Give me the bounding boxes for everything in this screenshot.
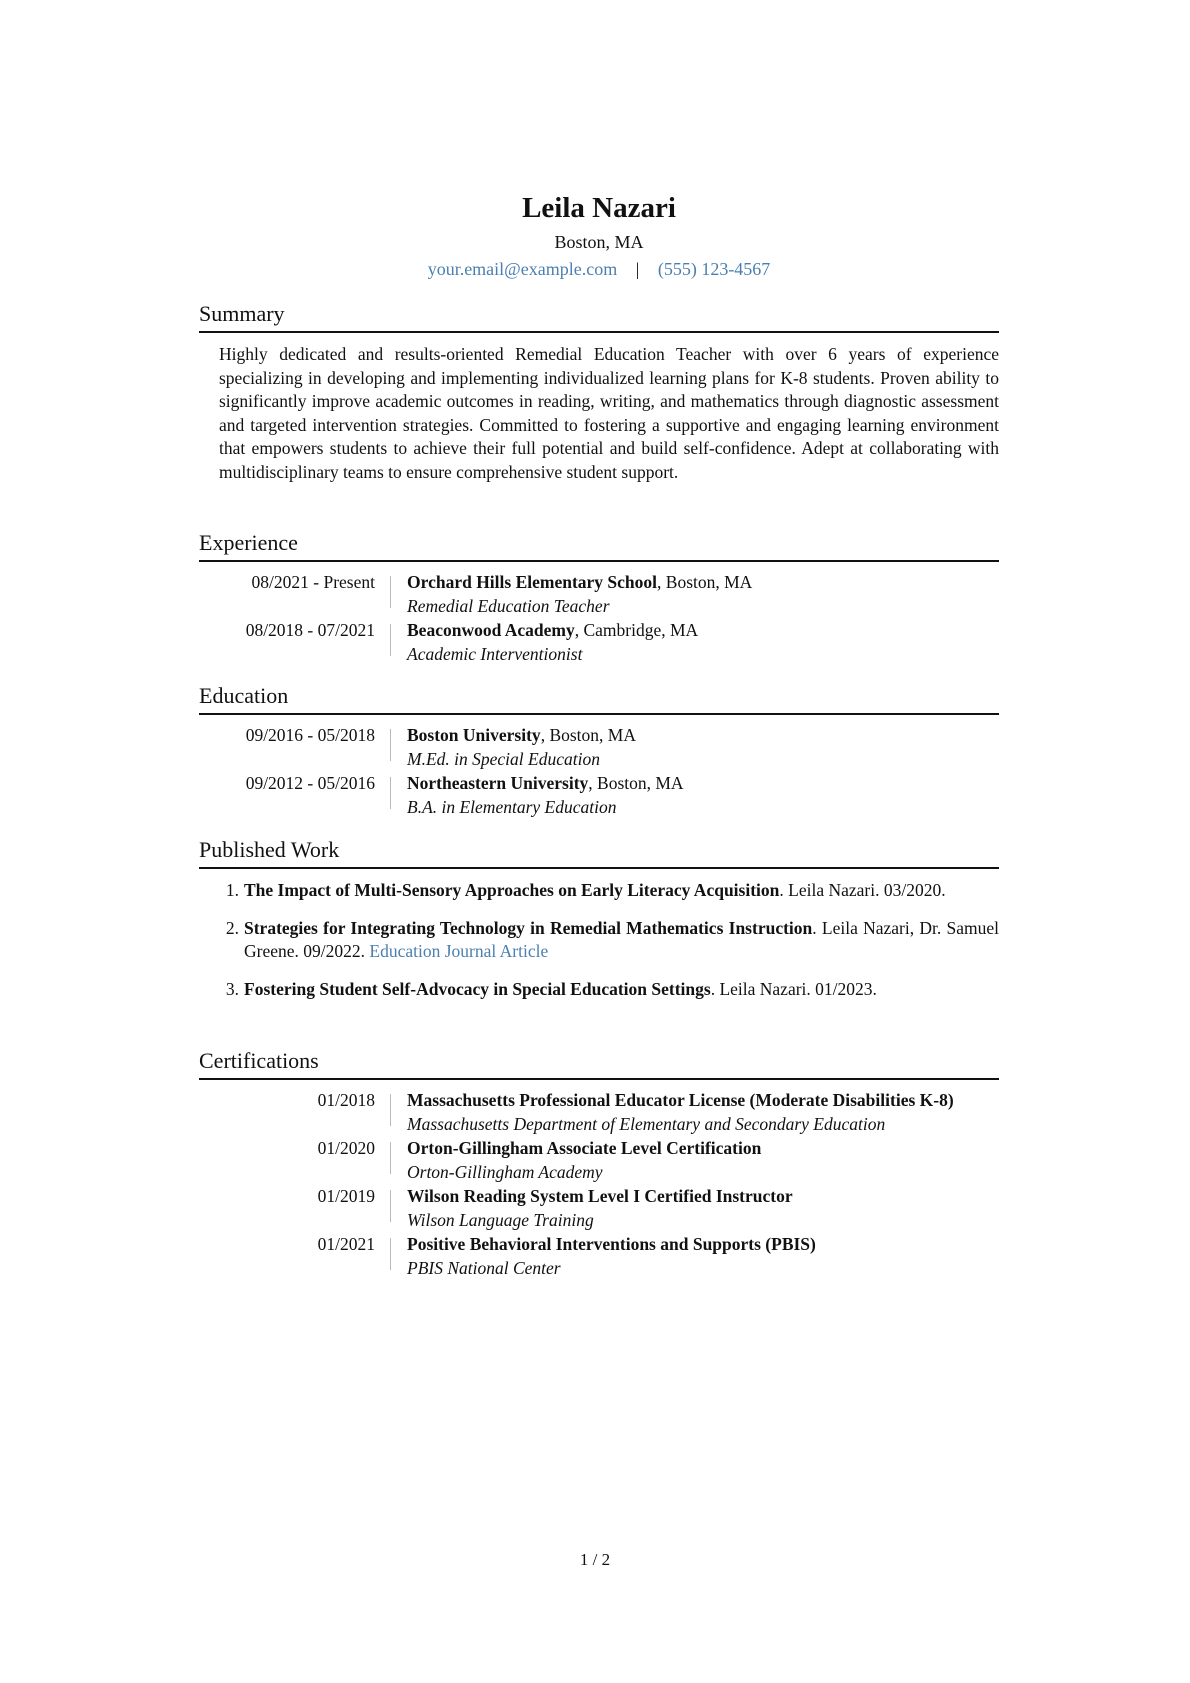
entry-degree: B.A. in Elementary Education	[407, 796, 617, 817]
publication-number: 2.	[225, 917, 239, 938]
publication-title: Fostering Student Self-Advocacy in Special Education Settings	[244, 978, 711, 999]
publication-details: . Leila Nazari. 01/2023.	[710, 978, 877, 999]
certification-issuer: PBIS National Center	[407, 1257, 561, 1278]
certification-issuer: Wilson Language Training	[407, 1209, 594, 1230]
candidate-location: Boston, MA	[554, 232, 644, 252]
certification-entry	[199, 1137, 999, 1184]
entry-location: , Boston, MA	[540, 725, 636, 745]
certification-issuer: Massachusetts Department of Elementary and Secondary Education	[407, 1113, 886, 1134]
page-number: 1 / 2	[579, 1550, 611, 1569]
email-link[interactable]: your.email@example.com	[427, 259, 618, 279]
contact-line	[199, 256, 999, 282]
education-section	[199, 682, 999, 820]
entry-date: 01/2020	[199, 1137, 391, 1184]
education-entry	[199, 772, 999, 819]
entry-location: , Boston, MA	[588, 773, 684, 793]
section-title-certifications: Certifications	[199, 1047, 999, 1080]
entry-school: Boston University	[407, 725, 541, 745]
entry-date: 01/2018	[199, 1089, 391, 1136]
publication-details: . Leila Nazari, Dr. Samuel Greene. 09/2022.	[244, 917, 999, 961]
resume-header	[199, 190, 999, 282]
education-entry	[199, 724, 999, 771]
section-title-summary: Summary	[199, 300, 999, 333]
section-title-publications: Published Work	[199, 836, 999, 869]
experience-entry	[199, 571, 999, 618]
entry-location: , Cambridge, MA	[574, 620, 699, 640]
entry-date: 01/2019	[199, 1185, 391, 1232]
summary-section	[199, 300, 999, 484]
section-title-experience: Experience	[199, 529, 999, 562]
publication-title: The Impact of Multi-Sensory Approaches on Early Literacy Acquisition	[244, 880, 780, 900]
entry-org: Beaconwood Academy	[407, 620, 575, 640]
section-title-education: Education	[199, 682, 999, 715]
phone-link[interactable]: (555) 123-4567	[657, 259, 771, 279]
entry-org: Orchard Hills Elementary School	[407, 572, 658, 592]
entry-date: 09/2012 - 05/2016	[199, 772, 391, 819]
publication-link[interactable]: Education Journal Article	[369, 941, 549, 961]
entry-date: 09/2016 - 05/2018	[199, 724, 391, 771]
certification-entry	[199, 1233, 999, 1280]
certification-name: Wilson Reading System Level I Certified Instructor	[407, 1186, 793, 1206]
publications-section	[199, 836, 999, 1015]
certification-name: Massachusetts Professional Educator License (Moderate Disabilities K-8)	[407, 1090, 954, 1110]
experience-section	[199, 529, 999, 667]
certification-entry	[199, 1089, 999, 1136]
entry-school: Northeastern University	[407, 773, 589, 793]
publication-details: . Leila Nazari. 03/2020.	[779, 880, 946, 900]
entry-location: , Boston, MA	[657, 572, 753, 592]
certification-entry	[199, 1185, 999, 1232]
entry-degree: M.Ed. in Special Education	[407, 748, 600, 769]
certification-name: Positive Behavioral Interventions and Supports (PBIS)	[407, 1234, 816, 1254]
experience-entry	[199, 619, 999, 666]
certification-name: Orton-Gillingham Associate Level Certification	[407, 1138, 762, 1158]
publication-number: 1.	[225, 880, 239, 900]
publication-title: Strategies for Integrating Technology in Remedial Mathematics Instruction	[244, 917, 813, 938]
entry-date: 01/2021	[199, 1233, 391, 1280]
entry-role: Remedial Education Teacher	[407, 595, 610, 616]
publication-item	[199, 879, 999, 903]
publication-item	[199, 978, 999, 1002]
publication-number: 3.	[225, 978, 239, 999]
summary-text: Highly dedicated and results-oriented Remedial Education Teacher with over 6 years of experience specializing in developing and implementing individualized learning plans for K-8 students. Proven ability to significantly improve academic outcomes in reading, writing, and mathematics through diagnostic assessment and targeted intervention strategies. Committed to fostering a supportive and engaging learning environment that empowers students to achieve their full potential and build self-confidence. Adept at collaborating with multidisciplinary teams to ensure comprehensive student support.	[219, 344, 999, 482]
entry-date: 08/2021 - Present	[199, 571, 391, 618]
entry-date: 08/2018 - 07/2021	[199, 619, 391, 666]
publication-item	[199, 917, 999, 964]
candidate-name: Leila Nazari	[522, 192, 676, 224]
entry-role: Academic Interventionist	[407, 643, 583, 664]
certifications-section	[199, 1047, 999, 1281]
certification-issuer: Orton-Gillingham Academy	[407, 1161, 603, 1182]
contact-separator: |	[635, 259, 640, 279]
